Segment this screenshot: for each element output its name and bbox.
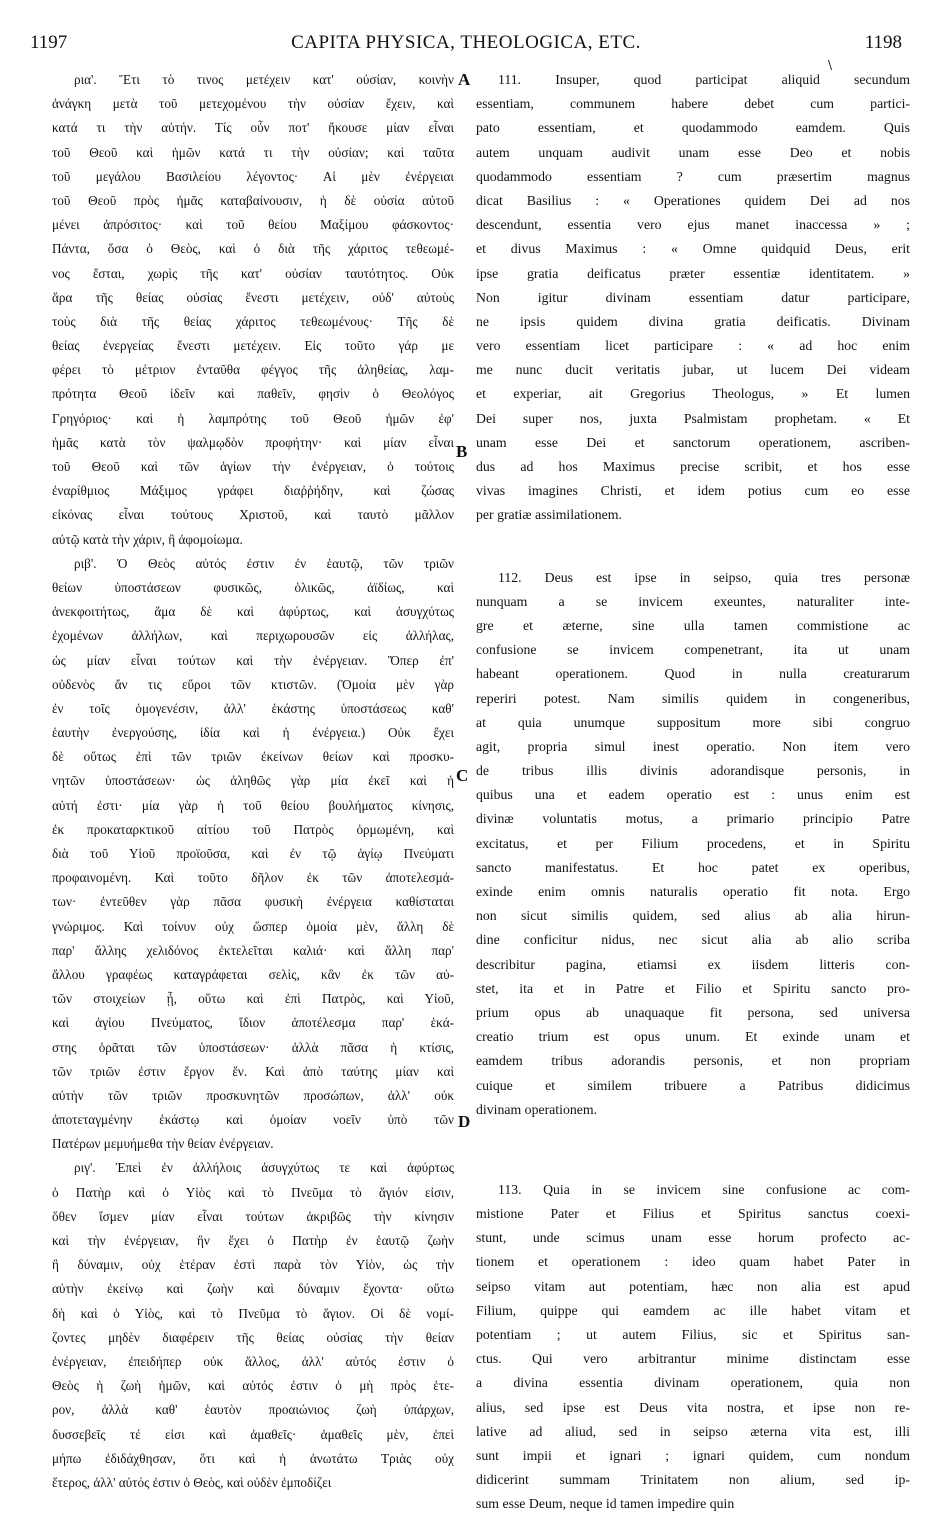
text-line: didicerint summam Trinitatem non alium, sed ip-	[476, 1472, 910, 1488]
text-line: τῶν τριῶν ἐστιν ἔργον ἕν. Καὶ ἀπὸ ταύτης μίαν καὶ	[52, 1063, 454, 1079]
margin-marker-b: B	[456, 442, 468, 461]
text-line: Non igitur divinam essentiam datur participare,	[476, 289, 910, 305]
text-line: ὅθεν ἴσμεν μίαν εἶναι τούτων ἀκριβῶς τὴν κίνησιν	[52, 1208, 454, 1224]
text-line: sancto manifestatus. Et hoc patet ex operibus,	[476, 859, 910, 875]
text-line: confusione se invicem compenetrant, ita ut unam	[476, 642, 910, 658]
text-line: ἐναρίθμιος Μάξιμος γράφει διαῤῥήδην, καὶ ζώσας	[52, 483, 454, 499]
greek-paragraph	[52, 68, 454, 552]
text-line: ριγ'. Ἐπεὶ ἐν ἀλλήλοις ἀσυγχύτως τε καὶ ἀφύρτως	[74, 1160, 454, 1176]
text-line: ἀποτεταγμένην ἑκάστῳ καὶ ὁμοίαν νοεῖν ὑπὸ τῶν	[52, 1112, 454, 1128]
text-line: dine conficitur nidus, nec sicut alia ab alio scriba	[476, 932, 910, 948]
page-number-right: 1198	[864, 32, 902, 53]
text-line: ctus. Qui vero arbitrantur minime distinctam esse	[476, 1351, 910, 1367]
margin-marker-a: A	[458, 70, 471, 89]
text-line: Θεὸς ἡ ζωὴ ἡμῶν, καὶ αὐτός ἐστιν ὁ μὴ πρὸς ἑτε-	[52, 1378, 454, 1394]
page-header	[30, 32, 902, 64]
text-line: θείας ἐνεργείας ἔνεστι μετέχειν. Εἰς τοῦτο γάρ με	[52, 338, 454, 354]
text-line: ἐχομένων ἀλλήλων, καὶ περιχωρουσῶν εἰς ἀλλήλας,	[52, 628, 454, 644]
text-line: dicat Basilius : « Operationes quidem Dei ad nos	[476, 192, 910, 208]
text-line: pato essentiam, et quodammodo eamdem. Quis	[476, 120, 910, 136]
margin-marker-d: D	[458, 1112, 471, 1131]
text-line: de tribus illis divinis adorandisque personis, in	[476, 763, 910, 779]
text-line: ρον, ἀλλὰ καθ' ἑαυτὸν προαιώνιος ζωὴ ὑπάρχων,	[52, 1402, 454, 1418]
latin-paragraph	[476, 68, 910, 528]
text-line: τῶν στοιχείων ᾖ, οὕτω καὶ ἐπὶ Πατρὸς, καὶ Υἱοῦ,	[52, 991, 454, 1007]
text-line: 113. Quia in se invicem sine confusione ac com-	[498, 1181, 910, 1197]
text-line: at quia unumque suppositum more sibi congruo	[476, 714, 910, 730]
text-line: προφαινομένη. Καὶ τοῦτο δῆλον ἐκ τῶν ἀποτελεσμά-	[52, 870, 454, 886]
text-line: agit, propria simul inest operatio. Non item vero	[476, 738, 910, 754]
text-line: πρότητα Θεοῦ ἰδεῖν καὶ παθεῖν, φησὶν ὁ Θεολόγος	[52, 386, 454, 402]
text-line: me nunc ducit veritatis jubar, ut lucem Dei videam	[476, 362, 910, 378]
text-line: δὲ οὕτως ἐπὶ τῶν τριῶν ἐκείνων θείων καὶ προσκυ-	[52, 749, 454, 765]
text-line: θείων ὑποστάσεων φυσικῶς, ὁλικῶς, ἀϊδίως, καὶ	[52, 579, 454, 595]
text-line: παρ' ἄλλης χελιδόνος ἐκτελεῖται καλιά· καὶ ἄλλη παρ'	[52, 942, 454, 958]
text-line: Γρηγόριος· καὶ ἡ λαμπρότης τοῦ Θεοῦ ἡμῶν ἐφ'	[52, 410, 454, 426]
margin-marker-c: C	[456, 766, 469, 785]
text-line: tionem et operationem : ideo quam habet Pater in	[476, 1254, 910, 1270]
latin-paragraph	[476, 1178, 910, 1517]
text-line: vivas imagines Christi, et idem potius cum eo esse	[476, 483, 910, 499]
text-line: exinde enim omnis naturalis operatio fit nota. Ergo	[476, 884, 910, 899]
text-line: lative ad aliud, sed in seipso æterna vita est, illi	[476, 1423, 910, 1439]
text-line: 112. Deus est ipse in seipso, quia tres personæ	[498, 569, 910, 585]
text-line: excitatus, et per Filium procedens, et in Spiritu	[476, 835, 910, 851]
text-line: stet, ita et in Patre et Filio et Spiritu sancto pro-	[476, 980, 910, 996]
text-line: 111. Insuper, quod participat aliquid secundum	[498, 72, 910, 87]
greek-column	[52, 68, 454, 1495]
text-line: quodammodo essentiam ? cum præsertim magnus	[476, 168, 910, 184]
text-line: eamdem tribus adorandis personis, et non propriam	[476, 1053, 910, 1069]
text-line: Filium, quippe qui eamdem ac ille habet vitam et	[476, 1302, 910, 1318]
text-line: essentiam, communem habere debet cum partici-	[476, 96, 910, 112]
text-line: ἕτερος, ἀλλ' αὐτός ἐστιν ὁ Θεὸς, καὶ οὐδὲν ἐμποδίζει	[52, 1474, 332, 1490]
text-line: gre et æterne, sine ulla tamen commistione ac	[476, 617, 910, 633]
text-line: Dei super nos, juxta Psalmistam prophetam. « Et	[476, 410, 910, 426]
text-line: mistione Pater et Filius et Spiritus sanctus coexi-	[476, 1206, 910, 1222]
text-line: φέρει τὸ μέτριον ἐνταῦθα φέγγος τῆς ἀληθείας, λαμ-	[52, 362, 454, 378]
text-line: dus ad hos Maximus precise scribit, et hos esse	[476, 459, 910, 474]
text-line: ἄρα τῆς θείας οὐσίας ἔνεστι μετέχειν, οὐδ' αὐτοὺς	[52, 289, 454, 305]
text-line: sunt impii et ignari ; ignari quidem, cum nondum	[476, 1447, 910, 1463]
text-line: ἐνέργειαν, ἐπειδήπερ οὐκ ἄλλος, ἀλλ' αὐτός ἐστιν ὁ	[52, 1353, 454, 1369]
text-line: non sicut similis quidem, sed alius ab alia hirun-	[476, 908, 910, 924]
text-line: reperiri potest. Nam similis quidem in congeneribus,	[476, 690, 910, 706]
text-line: των· ἐντεῦθεν γὰρ πᾶσα φυσικὴ ἐνέργεια καθίσταται	[52, 894, 454, 910]
paragraph-gap	[476, 1122, 910, 1178]
text-line: καὶ τὴν ἐνέργειαν, ἣν ἔχει ὁ Πατὴρ ἐν ἑαυτῷ ζωὴν	[52, 1233, 454, 1248]
decorative-tick: \	[828, 58, 833, 72]
text-line: νητῶν ὑποστάσεων· ὡς ἀληθῶς γὰρ μία ἐκεῖ καὶ ἡ	[52, 773, 454, 789]
text-line: ρια'. Ἔτι τὸ τινος μετέχειν κατ' οὐσίαν, κοινὴν	[74, 72, 454, 87]
greek-paragraph	[52, 1156, 454, 1495]
text-line: μήπω ἐδιδάχθησαν, ὅτι καὶ ἡ ἀνωτάτω Τριὰς οὐχ	[52, 1450, 454, 1466]
text-line: nunquam a se invicem exeuntes, naturaliter inte-	[476, 593, 910, 609]
text-line: ipse gratia deificatus præter essentiæ identitatem. »	[476, 265, 910, 281]
text-line: ne ipsis quidem divina gratia deificatis. Divinam	[476, 313, 910, 329]
text-line: alius, sed ipse est Deus vita nostra, et ipse non re-	[476, 1399, 910, 1415]
text-line: Πατέρων μεμυήμεθα τὴν θείαν ἐνέργειαν.	[52, 1136, 274, 1152]
text-line: creatio trium est opus unum. Et exinde unam et	[476, 1029, 910, 1045]
text-line: Πάντα, ὅσα ὁ Θεὸς, καὶ ὁ διὰ τῆς χάριτος τεθεωμέ-	[52, 241, 454, 257]
page-number-left: 1197	[30, 32, 68, 53]
text-line: αὐτὴν ἐκείνῳ καὶ ζωὴν καὶ δύναμιν ἔχοντα· οὕτω	[52, 1281, 454, 1297]
text-line: ἑαυτὴν ἐνεργούσης, ἰδία καὶ ἡ ἐνέργεια.) Οὐκ ἔχει	[52, 725, 454, 741]
text-line: κατά τι τὴν αὐτήν. Τίς οὖν ποτ' ἤκουσε μίαν εἶναι	[52, 120, 454, 136]
text-line: ἄλλου γραφέως καταγράφεται σελὶς, κἂν ἐκ τῶν αὐ-	[52, 966, 454, 982]
text-line: potentiam ; ut autem Filius, sic et Spiritus san-	[476, 1327, 910, 1342]
text-line: εἰκόνας εἶναι τούτους Χριστοῦ, καὶ ταυτὸ μᾶλλον	[52, 507, 454, 523]
text-line: τοῦ Θεοῦ καὶ ἡμῶν κατά τι τὴν οὐσίαν; καὶ ταῦτα	[52, 144, 454, 160]
text-line: ὁ Πατὴρ καὶ ὁ Υἱὸς καὶ τὸ Πνεῦμα τὸ ἅγιόν εἰσιν,	[52, 1184, 454, 1200]
text-line: διὰ τοῦ Υἱοῦ προϊοῦσα, καὶ ἐν τῷ ἁγίῳ Πνεύματι	[52, 846, 454, 861]
text-line: ἐκ προκαταρκτικοῦ αἰτίου τοῦ Πατρὸς ὁρμωμένη, καὶ	[52, 821, 454, 837]
text-line: quibus una et eadem operatio est : unus enim est	[476, 787, 910, 803]
text-line: οὐδενὸς ἄν τις εὕροι τῶν κτιστῶν. (Ὁμοία μὲν γὰρ	[52, 676, 454, 692]
text-line: habeant operationem. Quod in nulla creaturarum	[476, 666, 910, 682]
text-line: descendunt, essentia vero ejus manet inaccessa » ;	[476, 217, 910, 233]
text-line: seipso vitam aut potentiam, hæc non alia est apud	[476, 1278, 910, 1294]
text-line: ριβ'. Ὁ Θεὸς αὐτός ἐστιν ἐν ἑαυτῷ, τῶν τριῶν	[74, 555, 454, 571]
text-line: νος ἔσται, χωρὶς τῆς κατ' οὐσίαν ταυτότητος. Οὐκ	[52, 265, 454, 281]
text-line: γνώριμος. Καὶ τοίνυν οὐχ ὥσπερ ὁμοία μὲν, ἄλλη δὲ	[52, 918, 454, 934]
text-line: divinæ voluntatis motus, a primario principio Patre	[476, 811, 910, 827]
text-line: τοὺς διὰ τῆς θείας χάριτος τεθεωμένους· Τῆς δὲ	[52, 313, 454, 329]
text-line: divinam operationem.	[476, 1101, 598, 1117]
text-line: vero essentiam licet participare : « ad hoc enim	[476, 338, 910, 354]
text-line: ἢ δύναμιν, οὐχ ἑτέραν ἐστὶ παρὰ τὸν Υἱὸν, ὡς τὴν	[52, 1257, 454, 1273]
text-line: unam esse Dei et sanctorum operationem, ascriben-	[476, 434, 910, 450]
running-title: CAPITA PHYSICA, THEOLOGICA, ETC.	[291, 32, 641, 53]
text-line: per gratiæ assimilationem.	[476, 507, 622, 523]
text-line: ἀνάγκη μετὰ τοῦ μετεχομένου τὴν οὐσίαν ἔχειν, καὶ	[52, 96, 454, 112]
text-line: αὐτή ἐστι· μία γὰρ ἡ τοῦ θείου βουλήματος κίνησις,	[52, 797, 454, 813]
text-line: στης ὁρᾶται τῶν ὑποστάσεων· ἀλλὰ πᾶσα ἡ κτίσις,	[52, 1039, 454, 1055]
text-line: describitur pagina, etiamsi ex iisdem litteris con-	[476, 956, 910, 972]
text-line: ἀνεκφοιτήτως, ἅμα δὲ καὶ ἀφύρτως, καὶ ἀσυγχύτως	[52, 604, 454, 620]
latin-paragraph	[476, 566, 910, 1122]
text-line: καὶ ἁγίου Πνεύματος, ἴδιον ἀποτέλεσμα παρ' ἑκά-	[52, 1015, 454, 1031]
text-line: autem unquam audivit unam esse Deo et nobis	[476, 144, 910, 160]
text-line: δὴ καὶ ὁ Υἱὸς, καὶ τὸ Πνεῦμα τὸ ἅγιον. Οἱ δὲ νομί-	[52, 1305, 454, 1321]
text-line: et experiar, ait Gregorius Theologus, » Et lumen	[476, 386, 910, 402]
text-line: αὐτῷ κατὰ τὴν χάριν, ἢ ἀφομοίωμα.	[52, 531, 243, 547]
text-line: ἐν τοῖς ὁμογενέσιν, ἀλλ' ἑκάστης ὑποστάσεως καθ'	[52, 700, 454, 716]
greek-paragraph	[52, 552, 454, 1157]
text-line: τοῦ Θεοῦ καὶ τῶν ἁγίων τὴν ἐνέργειαν, ὁ τούτοις	[52, 459, 454, 474]
text-line: τοῦ Θεοῦ πρὸς ἡμᾶς καταβαίνουσιν, ἡ δὲ οὐσία αὐτοῦ	[52, 192, 454, 208]
text-line: ἡμᾶς κατὰ τὸν ψαλμῳδὸν προφήτην· καὶ μίαν εἶναι	[52, 434, 454, 450]
text-line: sum esse Deum, neque id tamen impedire quin	[476, 1496, 735, 1512]
paragraph-gap	[476, 528, 910, 566]
text-line: prium opus ab unaquaque fit persona, sed universa	[476, 1004, 910, 1020]
text-line: ὡς μίαν εἶναι τούτων καὶ τὴν ἐνέργειαν. Ὅπερ ἐπ'	[52, 652, 454, 668]
text-line: et divus Maximus : « Omne quidquid Deus, erit	[476, 241, 910, 257]
text-line: μένει ἀπρόσιτος· καὶ τοῦ θείου Μαξίμου φάσκοντος·	[52, 217, 454, 233]
latin-column	[476, 68, 910, 1517]
text-line: cuique et similem tribuere a Patribus didicimus	[476, 1077, 910, 1093]
text-line: τοῦ μεγάλου Βασιλείου λέγοντος· Αἱ μὲν ἐνέργειαι	[52, 168, 454, 184]
text-line: stunt, unde scimus unam esse horum profecto ac-	[476, 1230, 910, 1246]
text-line: δυσσεβεῖς τέ εἰσι καὶ ἀμαθεῖς· ἀμαθεῖς μὲν, ἐπεὶ	[52, 1426, 454, 1442]
text-line: a divina essentia divinam operationem, quia non	[476, 1375, 910, 1391]
text-line: αὐτὴν τῶν τριῶν προσκυνητῶν προσώπων, ἀλλ' οὐκ	[52, 1087, 454, 1103]
text-line: ζοντες μηδὲν διαφέρειν τῆς θείας οὐσίας τὴν θείαν	[52, 1329, 454, 1345]
